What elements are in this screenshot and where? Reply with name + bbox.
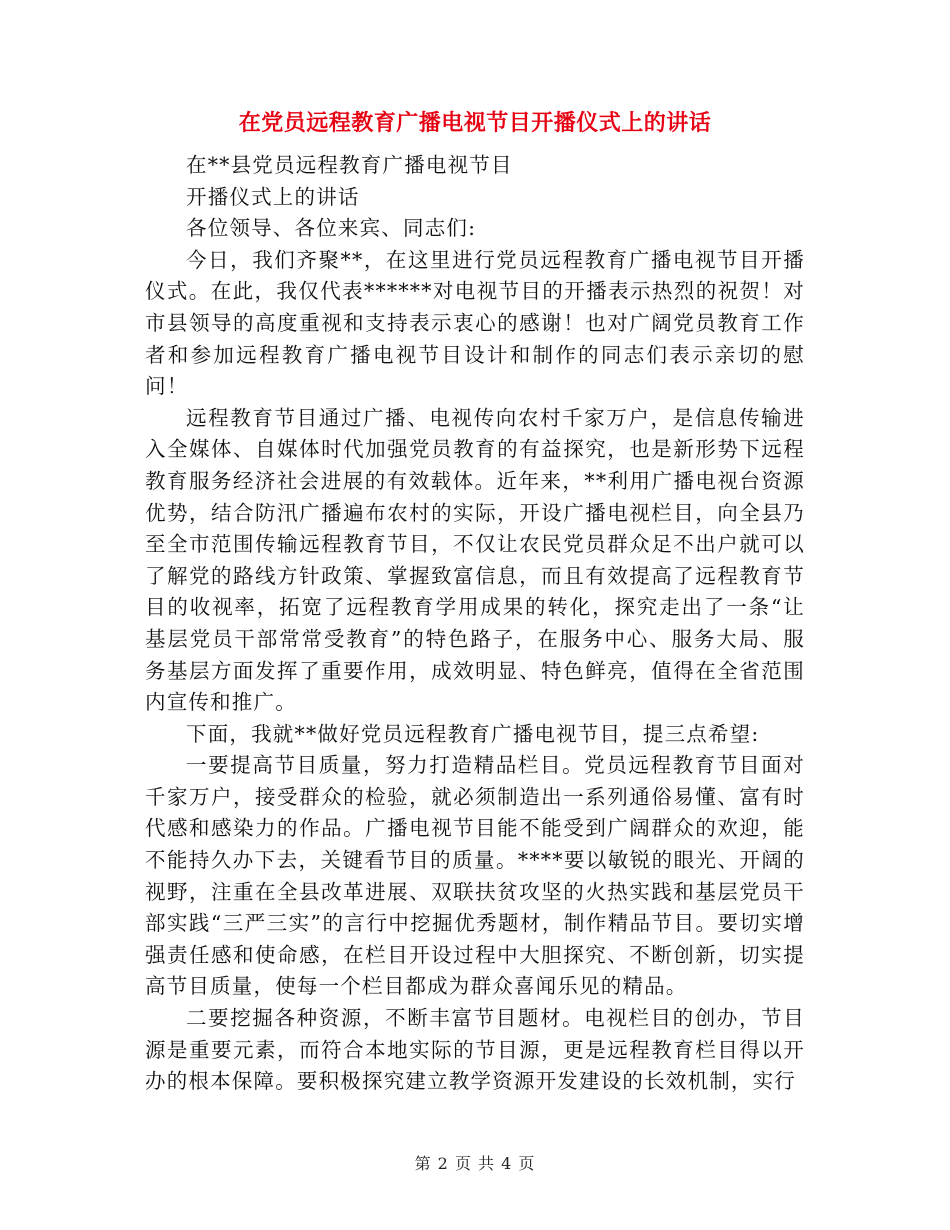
document-title: 在党员远程教育广播电视节目开播仪式上的讲话 <box>238 111 712 136</box>
subtitle-line-1: 在**县党员远程教育广播电视节目 <box>186 153 513 177</box>
salutation: 各位领导、各位来宾、同志们: <box>186 216 477 241</box>
paragraph-significance: 远程教育节目通过广播、电视传向农村千家万户，是信息传输进入全媒体、自媒体时代加强党员教育的有益探究，也是新形势下远程教育服务经济社会进展的有效载体。近年来，**利用广播电视台资源优势，结合防汛广播遍布农村的实际，开设广播电视栏目，向全县乃至全市范围传输远程教育节目，不仅让农民党员群众足不出户就可以了解党的路线方针政策、掌握致富信息，而且有效提高了远程教育节目的收视率，拓宽了远程教育学用成果的转化，探究走出了一条“让基层党员干部常常受教育”的特色路子，在服务中心、服务大局、服务基层方面发挥了重要作用，成效明显、特色鲜亮，值得在全省范围内宣传和推广。 <box>145 405 805 715</box>
page-number-footer: 第 2 页 共 4 页 <box>414 1154 536 1173</box>
document-body <box>145 150 805 1098</box>
paragraph-hope-2: 二要挖掘各种资源，不断丰富节目题材。电视栏目的创办，节目源是重要元素，而符合本地实际的节目源，更是远程教育栏目得以开办的根本保障。要积极探究建立教学资源开发建设的长效机制，实行 <box>145 1006 805 1094</box>
subtitle-line-2: 开播仪式上的讲话 <box>186 184 360 209</box>
paragraph-hope-1: 一要提高节目质量，努力打造精品栏目。党员远程教育节目面对千家万户，接受群众的检验，就必须制造出一系列通俗易懂、富有时代感和感染力的作品。广播电视节目能不能受到广阔群众的欢迎，能不能持久办下去，关键看节目的质量。****要以敏锐的眼光、开阔的视野，注重在全县改革进展、双联扶贫攻坚的火热实践和基层党员干部实践“三严三实”的言行中挖掘优秀题材，制作精品节目。要切实增强责任感和使命感，在栏目开设过程中大胆探究、不断创新，切实提高节目质量，使每一个栏目都成为群众喜闻乐见的精品。 <box>145 753 805 999</box>
paragraph-hopes-intro: 下面，我就**做好党员远程教育广播电视节目，提三点希望: <box>186 721 760 746</box>
paragraph-opening: 今日，我们齐聚**，在这里进行党员远程教育广播电视节目开播仪式。在此，我仅代表******对电视节目的开播表示热烈的祝贺！对市县领导的高度重视和支持表示衷心的感谢！也对广阔党员教育工作者和参加远程教育广播电视节目设计和制作的同志们表示亲切的慰问！ <box>145 247 805 399</box>
